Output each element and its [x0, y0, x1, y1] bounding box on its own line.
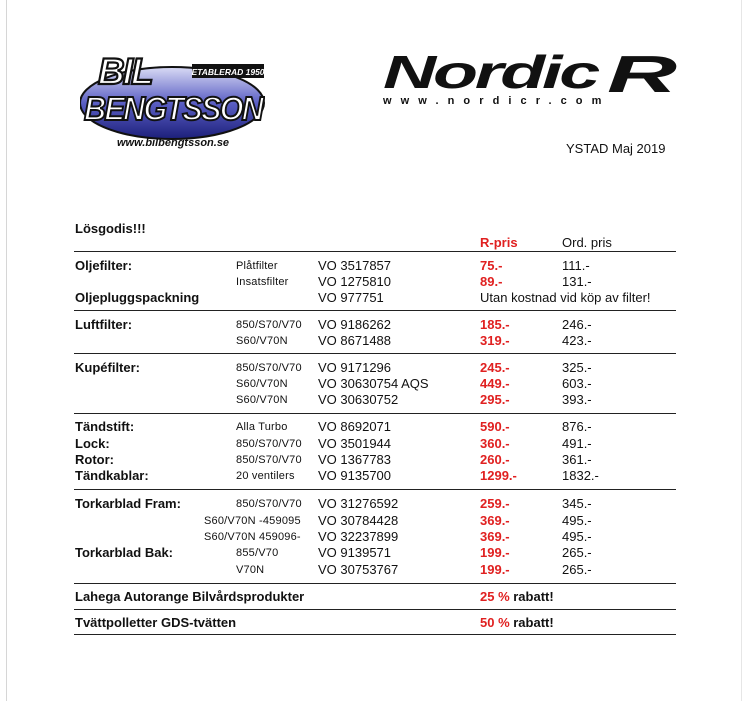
ordpris-value: 1832.- [562, 468, 599, 483]
variant-label: Insatsfilter [236, 276, 289, 288]
price-row [0, 513, 750, 529]
ordpris-value: 876.- [562, 419, 592, 434]
ordpris-value: 491.- [562, 436, 592, 451]
article-number: VO 9171296 [318, 360, 392, 375]
rpris-value: 185.- [480, 317, 510, 332]
category-label: Torkarblad Bak: [75, 545, 174, 560]
divider [74, 634, 676, 635]
article-number: VO 9139571 [318, 545, 392, 560]
price-row [0, 274, 750, 290]
variant-label: 850/S70/V70 [236, 319, 302, 331]
variant-label: Alla Turbo [236, 421, 288, 433]
ordpris-value: 423.- [562, 333, 592, 348]
divider [74, 251, 676, 252]
rpris-value: 245.- [480, 360, 510, 375]
price-row [0, 360, 750, 376]
rpris-value: 199.- [480, 545, 510, 560]
price-row [0, 496, 750, 512]
article-number: VO 32237899 [318, 529, 399, 544]
category-label: Tändkablar: [75, 468, 149, 483]
ordpris-value: 265.- [562, 545, 592, 560]
category-label: Lock: [75, 436, 110, 451]
article-number: VO 1367783 [318, 452, 392, 467]
rpris-value: 89.- [480, 274, 503, 289]
discount-label: rabatt! [509, 615, 554, 630]
rpris-value: 590.- [480, 419, 510, 434]
variant-label: V70N [236, 564, 265, 576]
variant-label: S60/V70N 459096- [204, 531, 301, 543]
rpris-value: 295.- [480, 392, 510, 407]
price-row [0, 562, 750, 578]
price-row [0, 529, 750, 545]
price-row [0, 436, 750, 452]
article-number: VO 31276592 [318, 496, 399, 511]
logo-brand-letter: R [607, 50, 678, 104]
article-number: VO 30784428 [318, 513, 399, 528]
rpris-value: 369.- [480, 513, 510, 528]
divider [74, 413, 676, 414]
variant-label: S60/V70N [236, 378, 288, 390]
discount-label: rabatt! [509, 589, 554, 604]
divider [74, 353, 676, 354]
variant-label: 855/V70 [236, 547, 279, 559]
category-label: Torkarblad Fram: [75, 496, 181, 511]
column-header-rpris: R-pris [480, 235, 518, 250]
article-number: VO 3517857 [318, 258, 392, 273]
discount-value [480, 589, 554, 605]
rpris-value: 449.- [480, 376, 510, 391]
divider [74, 489, 676, 490]
rpris-value: 75.- [480, 258, 503, 273]
variant-label: 850/S70/V70 [236, 498, 302, 510]
ordpris-value: 393.- [562, 392, 592, 407]
price-row [0, 376, 750, 392]
ordpris-value: 111.- [562, 258, 590, 273]
price-row [0, 468, 750, 484]
article-number: VO 977751 [318, 290, 384, 305]
article-number: VO 1275810 [318, 274, 392, 289]
ordpris-value: 345.- [562, 496, 592, 511]
rpris-value: 260.- [480, 452, 510, 467]
variant-label: S60/V70N [236, 394, 288, 406]
category-label: Kupéfilter: [75, 360, 140, 375]
rpris-value: 1299.- [480, 468, 517, 483]
variant-label: 850/S70/V70 [236, 362, 302, 374]
price-row [0, 317, 750, 333]
rpris-value: 360.- [480, 436, 510, 451]
article-number: VO 8692071 [318, 419, 392, 434]
rpris-value: 199.- [480, 562, 510, 577]
nordicr-website: www.nordicr.com [383, 95, 605, 107]
ordpris-value: 325.- [562, 360, 592, 375]
location-date: YSTAD Maj 2019 [566, 141, 666, 156]
variant-label: S60/V70N [236, 335, 288, 347]
variant-label: 20 ventilers [236, 470, 295, 482]
discount-percent: 25 % [480, 589, 510, 604]
divider [74, 583, 676, 584]
logo-line2: BENGTSSON [84, 90, 265, 127]
ordpris-value: 361.- [562, 452, 592, 467]
price-row [0, 258, 750, 274]
variant-label: 850/S70/V70 [236, 438, 302, 450]
page-heading: Lösgodis!!! [75, 221, 146, 236]
logo-brand: Nordic [383, 50, 600, 98]
price-row [0, 452, 750, 468]
price-row [0, 333, 750, 349]
price-row [0, 419, 750, 435]
article-number: VO 9135700 [318, 468, 392, 483]
nordicr-logo [383, 50, 681, 108]
discount-value [480, 615, 554, 631]
rpris-value: 259.- [480, 496, 510, 511]
ordpris-value: 265.- [562, 562, 592, 577]
logo-line1: BIL [98, 51, 152, 92]
price-row [0, 290, 750, 306]
ordpris-value: 246.- [562, 317, 592, 332]
price-row [0, 545, 750, 561]
ordpris-value: 603.- [562, 376, 592, 391]
article-number: VO 30753767 [318, 562, 399, 577]
category-label: Lahega Autorange Bilvårdsprodukter [75, 589, 305, 604]
discount-percent: 50 % [480, 615, 510, 630]
variant-label: Plåtfilter [236, 260, 278, 272]
article-number: VO 30630754 AQS [318, 376, 429, 391]
variant-label: S60/V70N -459095 [204, 515, 301, 527]
discount-row [0, 589, 750, 605]
article-number: VO 8671488 [318, 333, 392, 348]
ordpris-value: 495.- [562, 529, 592, 544]
rpris-value: 319.- [480, 333, 510, 348]
column-header-ordpris: Ord. pris [562, 235, 612, 250]
category-label: Tändstift: [75, 419, 135, 434]
discount-row [0, 615, 750, 631]
article-number: VO 9186262 [318, 317, 392, 332]
variant-label: 850/S70/V70 [236, 454, 302, 466]
ordpris-value: 131.- [562, 274, 592, 289]
price-note: Utan kostnad vid köp av filter! [480, 290, 651, 305]
category-label: Oljepluggspackning [75, 290, 200, 305]
ordpris-value: 495.- [562, 513, 592, 528]
rpris-value: 369.- [480, 529, 510, 544]
bilbengtsson-website: www.bilbengtsson.se [117, 137, 230, 149]
category-label: Rotor: [75, 452, 114, 467]
category-label: Tvättpolletter GDS-tvätten [75, 615, 237, 630]
article-number: VO 3501944 [318, 436, 392, 451]
price-row [0, 392, 750, 408]
article-number: VO 30630752 [318, 392, 399, 407]
category-label: Luftfilter: [75, 317, 133, 332]
divider [74, 609, 676, 610]
category-label: Oljefilter: [75, 258, 133, 273]
logo-badge: ETABLERAD 1950 [191, 67, 265, 77]
divider [74, 310, 676, 311]
